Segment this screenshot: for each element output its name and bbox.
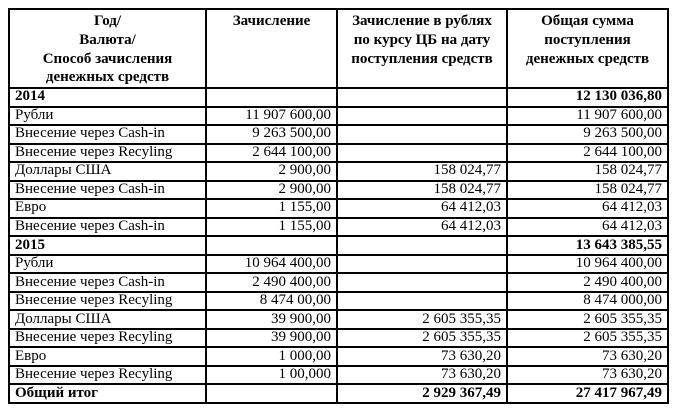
row-label-cell: 2014 — [9, 88, 206, 107]
credit-cell: 10 964 400,00 — [206, 255, 337, 274]
table-row — [9, 273, 668, 292]
row-label-cell: Внесение через Recyling — [9, 329, 206, 348]
credit-cell: 2 490 400,00 — [206, 273, 337, 292]
total-cell: 158 024,77 — [507, 162, 668, 181]
credit-cell — [206, 88, 337, 107]
table-row — [9, 329, 668, 348]
row-label-cell: Евро — [9, 347, 206, 366]
row-label-cell: Внесение через Cash-in — [9, 125, 206, 144]
total-cell: 12 130 036,80 — [507, 88, 668, 107]
credit-rub-cell — [337, 273, 507, 292]
row-label-cell: Евро — [9, 199, 206, 218]
credit-rub-cell — [337, 292, 507, 311]
row-label-cell: Внесение через Cash-in — [9, 218, 206, 237]
col-header-year-currency-method: Год/ Валюта/ Способ зачисления денежных средств — [9, 9, 206, 88]
total-cell: 2 605 355,35 — [507, 310, 668, 329]
row-label-cell: Рубли — [9, 107, 206, 126]
table-row — [9, 125, 668, 144]
table-row — [9, 88, 668, 107]
col-header-total-received: Общая сумма поступления денежных средств — [507, 9, 668, 88]
total-cell: 9 263 500,00 — [507, 125, 668, 144]
table-body — [9, 88, 668, 403]
credit-rub-cell: 64 412,03 — [337, 218, 507, 237]
table-row — [9, 255, 668, 274]
table-row — [9, 384, 668, 403]
table-row — [9, 236, 668, 255]
credit-cell: 2 900,00 — [206, 181, 337, 200]
credit-rub-cell — [337, 107, 507, 126]
row-label-cell: Внесение через Cash-in — [9, 273, 206, 292]
table-header-row — [9, 9, 668, 88]
credit-rub-cell: 158 024,77 — [337, 162, 507, 181]
total-cell: 73 630,20 — [507, 347, 668, 366]
table-row — [9, 347, 668, 366]
total-cell: 2 644 100,00 — [507, 144, 668, 163]
credit-rub-cell: 73 630,20 — [337, 366, 507, 385]
credit-cell: 1 000,00 — [206, 347, 337, 366]
credit-rub-cell — [337, 125, 507, 144]
credit-cell: 1 00,000 — [206, 366, 337, 385]
credit-rub-cell: 73 630,20 — [337, 347, 507, 366]
total-cell: 2 490 400,00 — [507, 273, 668, 292]
total-cell: 27 417 967,49 — [507, 384, 668, 403]
credit-rub-cell: 2 605 355,35 — [337, 310, 507, 329]
credit-cell: 39 900,00 — [206, 310, 337, 329]
table-row — [9, 292, 668, 311]
credit-rub-cell: 2 929 367,49 — [337, 384, 507, 403]
col-header-credit-in-rubles: Зачисление в рублях по курсу ЦБ на дату поступления средств — [337, 9, 507, 88]
total-cell: 10 964 400,00 — [507, 255, 668, 274]
credit-cell: 1 155,00 — [206, 218, 337, 237]
credit-cell: 2 644 100,00 — [206, 144, 337, 163]
table-row — [9, 107, 668, 126]
col-header-credit: Зачисление — [206, 9, 337, 88]
total-cell: 8 474 000,00 — [507, 292, 668, 311]
row-label-cell: Внесение через Recyling — [9, 144, 206, 163]
row-label-cell: Внесение через Recyling — [9, 366, 206, 385]
total-cell: 13 643 385,55 — [507, 236, 668, 255]
table-row — [9, 366, 668, 385]
row-label-cell: Внесение через Cash-in — [9, 181, 206, 200]
total-cell: 11 907 600,00 — [507, 107, 668, 126]
credit-cell — [206, 236, 337, 255]
funds-table — [8, 8, 669, 404]
total-cell: 64 412,03 — [507, 218, 668, 237]
credit-rub-cell: 158 024,77 — [337, 181, 507, 200]
credit-cell: 11 907 600,00 — [206, 107, 337, 126]
row-label-cell: Доллары США — [9, 310, 206, 329]
table-row — [9, 181, 668, 200]
credit-rub-cell — [337, 144, 507, 163]
table-row — [9, 199, 668, 218]
table-row — [9, 162, 668, 181]
credit-cell: 9 263 500,00 — [206, 125, 337, 144]
credit-cell: 39 900,00 — [206, 329, 337, 348]
credit-cell: 2 900,00 — [206, 162, 337, 181]
row-label-cell: Рубли — [9, 255, 206, 274]
table-row — [9, 144, 668, 163]
credit-rub-cell: 64 412,03 — [337, 199, 507, 218]
total-cell: 64 412,03 — [507, 199, 668, 218]
credit-cell — [206, 384, 337, 403]
row-label-cell: 2015 — [9, 236, 206, 255]
row-label-cell: Общий итог — [9, 384, 206, 403]
credit-rub-cell — [337, 236, 507, 255]
credit-rub-cell: 2 605 355,35 — [337, 329, 507, 348]
total-cell: 73 630,20 — [507, 366, 668, 385]
row-label-cell: Доллары США — [9, 162, 206, 181]
table-row — [9, 218, 668, 237]
total-cell: 158 024,77 — [507, 181, 668, 200]
credit-rub-cell — [337, 88, 507, 107]
credit-rub-cell — [337, 255, 507, 274]
row-label-cell: Внесение через Recyling — [9, 292, 206, 311]
total-cell: 2 605 355,35 — [507, 329, 668, 348]
table-row — [9, 310, 668, 329]
credit-cell: 8 474 00,00 — [206, 292, 337, 311]
credit-cell: 1 155,00 — [206, 199, 337, 218]
